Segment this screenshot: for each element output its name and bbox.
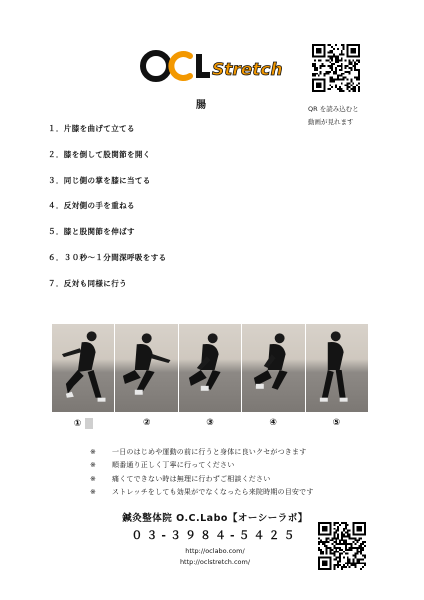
step-item: ２．膝を倒して股関節を開く [48,149,151,159]
note-mark: ※ [90,448,97,456]
step-item: １．片膝を曲げて立てる [48,124,135,133]
note-item: ※ 痛くてできない時は無理に行わずご相談ください [90,473,314,486]
stretch-photo-5 [306,324,368,412]
note-item: ※ 順番通り正しく丁寧に行ってください [90,459,314,472]
clinic-info [110,510,320,566]
step-item: ６．３０秒～１分間深呼吸をする [48,252,167,262]
step-item: ７．反対も同様に行う [48,278,127,288]
notes-list [90,446,314,500]
ocl-stretch-logo [140,48,288,84]
photo-label-4: ④ [269,418,278,428]
note-item: ※ 一日のはじめや運動の前に行うと身体に良いクセがつきます [90,446,314,459]
clinic-url-oclabo[interactable]: http://oclabo.com/ [185,547,245,555]
qr-code-top[interactable] [312,44,360,92]
note-mark: ※ [90,474,97,483]
photo-label-5: ⑤ [332,418,341,428]
photo-label-1: ① [52,418,115,429]
photo-label-2: ② [142,418,151,428]
stretch-photo-2 [115,324,178,412]
stretch-photo-strip [52,324,368,412]
note-mark: ※ [90,488,97,497]
step-item: ５．膝と股関節を伸ばす [48,227,135,237]
page-title: 腸 [196,100,206,111]
qr-code-bottom[interactable] [318,522,366,570]
qr-note-line-2: 動画が見れます [308,118,354,126]
stretch-photo-4 [242,324,305,412]
step-item: ４．反対側の手を重ねる [48,201,135,211]
note-item: ※ ストレッチをしても効果がでなくなったら来院時期の目安です [90,486,314,499]
photo-labels [52,418,368,429]
clinic-name: 鍼灸整体院 O.C.Labo【オーシーラボ】 [122,513,308,524]
clinic-phone[interactable]: ０３-３９８４-５４２５ [131,529,299,542]
step-item: ３．同じ側の掌を膝に当てる [48,175,151,185]
qr-note [308,103,388,129]
text-cursor-box [85,418,93,429]
stretch-photo-1 [52,324,115,412]
logo-word: Stretch [212,60,283,80]
note-mark: ※ [90,461,97,470]
clinic-url-oclstretch[interactable]: http://oclstretch.com/ [179,558,251,566]
stretch-photo-3 [179,324,242,412]
qr-note-line-1: QR を読み込むと [308,105,359,113]
photo-label-3: ③ [206,418,214,428]
step-list [48,122,167,303]
